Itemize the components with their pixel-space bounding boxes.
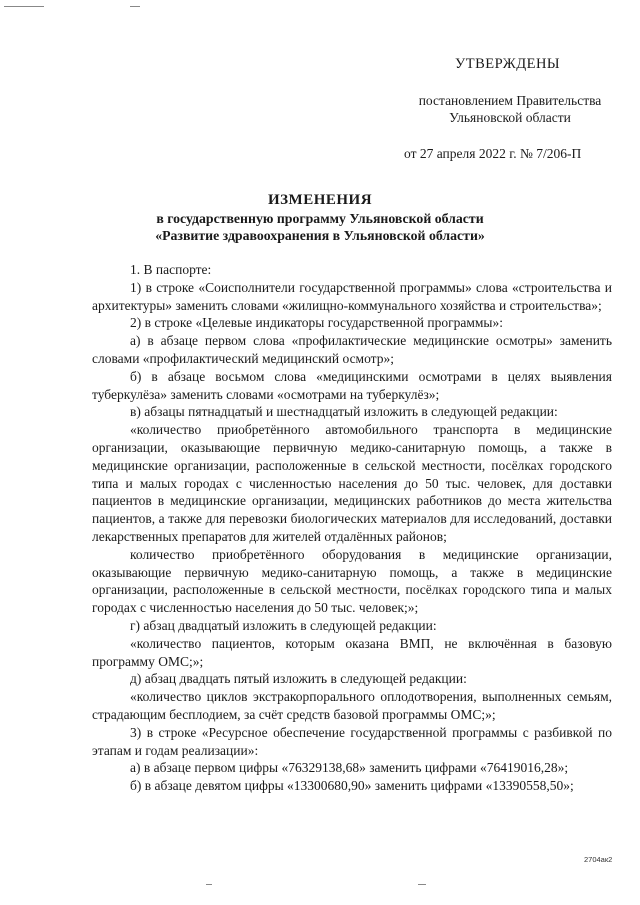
document-subtitle-line-2: «Развитие здравоохранения в Ульяновской области» — [155, 228, 485, 243]
paragraph: в) абзацы пятнадцатый и шестнадцатый изложить в следующей редакции: — [130, 404, 558, 420]
decree-date: от 27 апреля 2022 г. № 7/206-П — [404, 146, 582, 161]
decree-line-2: Ульяновской области — [449, 110, 571, 125]
scan-artifact — [130, 6, 140, 7]
paragraph: б) в абзаце восьмом слова «медицинскими осмотрами в целях выявления туберкулёза» заменить словами «осмотрами на туберкулёз»; — [92, 368, 612, 402]
document-code: 2704ак2 — [584, 855, 613, 864]
paragraph: «количество циклов экстракорпорального оплодотворения, выполненных семьям, страдающим бесплодием, за счёт средств базовой программы ОМС;»; — [92, 689, 612, 722]
paragraph: 2) в строке «Целевые индикаторы государственной программы»: — [130, 315, 504, 331]
document-title: ИЗМЕНЕНИЯ — [267, 192, 373, 208]
approval-stamp: УТВЕРЖДЕНЫ — [455, 56, 561, 72]
paragraph: а) в абзаце первом слова «профилактические медицинские осмотры» заменить словами «профилактический медицинский осмотр»; — [92, 333, 612, 366]
paragraph: 1) в строке «Соисполнители государственной программы» слова «строительства и архитектуры» заменить словами «жилищно-коммунального хозяйства и строительства»; — [92, 279, 612, 313]
paragraph: 1. В паспорте: — [130, 262, 212, 277]
paragraph: а) в абзаце первом цифры «76329138,68» заменить цифрами «76419016,28»; — [130, 760, 569, 776]
paragraph: д) абзац двадцать пятый изложить в следующей редакции: — [130, 671, 467, 687]
scan-artifact — [418, 884, 426, 885]
paragraph: б) в абзаце девятом цифры «13300680,90» заменить цифрами «13390558,50»; — [130, 778, 574, 794]
document-body — [92, 261, 612, 795]
document-title-block — [90, 190, 550, 244]
paragraph: «количество приобретённого автомобильного транспорта в медицинские организации, оказывающие первичную медико-санитарную помощь, а также в медицинские организации, расположенные в сельской местности, посёлках городского типа и малых городах с численностью населения до 50 тыс. человек, для доставки пациентов в медицинские организации, медицинских работников до места жительства пациентов, а также для перевозки биологических материалов для исследований, доставки лекарственных препаратов для жителей отдалённых районов; — [92, 422, 612, 544]
decree-reference — [404, 92, 616, 126]
scan-artifact — [4, 6, 44, 7]
paragraph: 3) в строке «Ресурсное обеспечение государственной программы с разбивкой по этапам и годам реализации»: — [92, 724, 612, 758]
decree-line-1: постановлением Правительства — [418, 93, 602, 108]
paragraph: «количество пациентов, которым оказана ВМП, не включённая в базовую программу ОМС;»; — [92, 635, 612, 669]
paragraph: г) абзац двадцатый изложить в следующей редакции: — [130, 617, 437, 633]
paragraph: количество приобретённого оборудования в медицинские организации, оказывающие первичную медико-санитарную помощь, а также в медицинские организации, расположенные в сельской местности, посёлках городского типа и малых городах с численностью населения до 50 тыс. человек;»; — [92, 546, 612, 616]
document-subtitle-line-1: в государственную программу Ульяновской области — [156, 211, 484, 226]
scan-artifact — [206, 884, 212, 885]
